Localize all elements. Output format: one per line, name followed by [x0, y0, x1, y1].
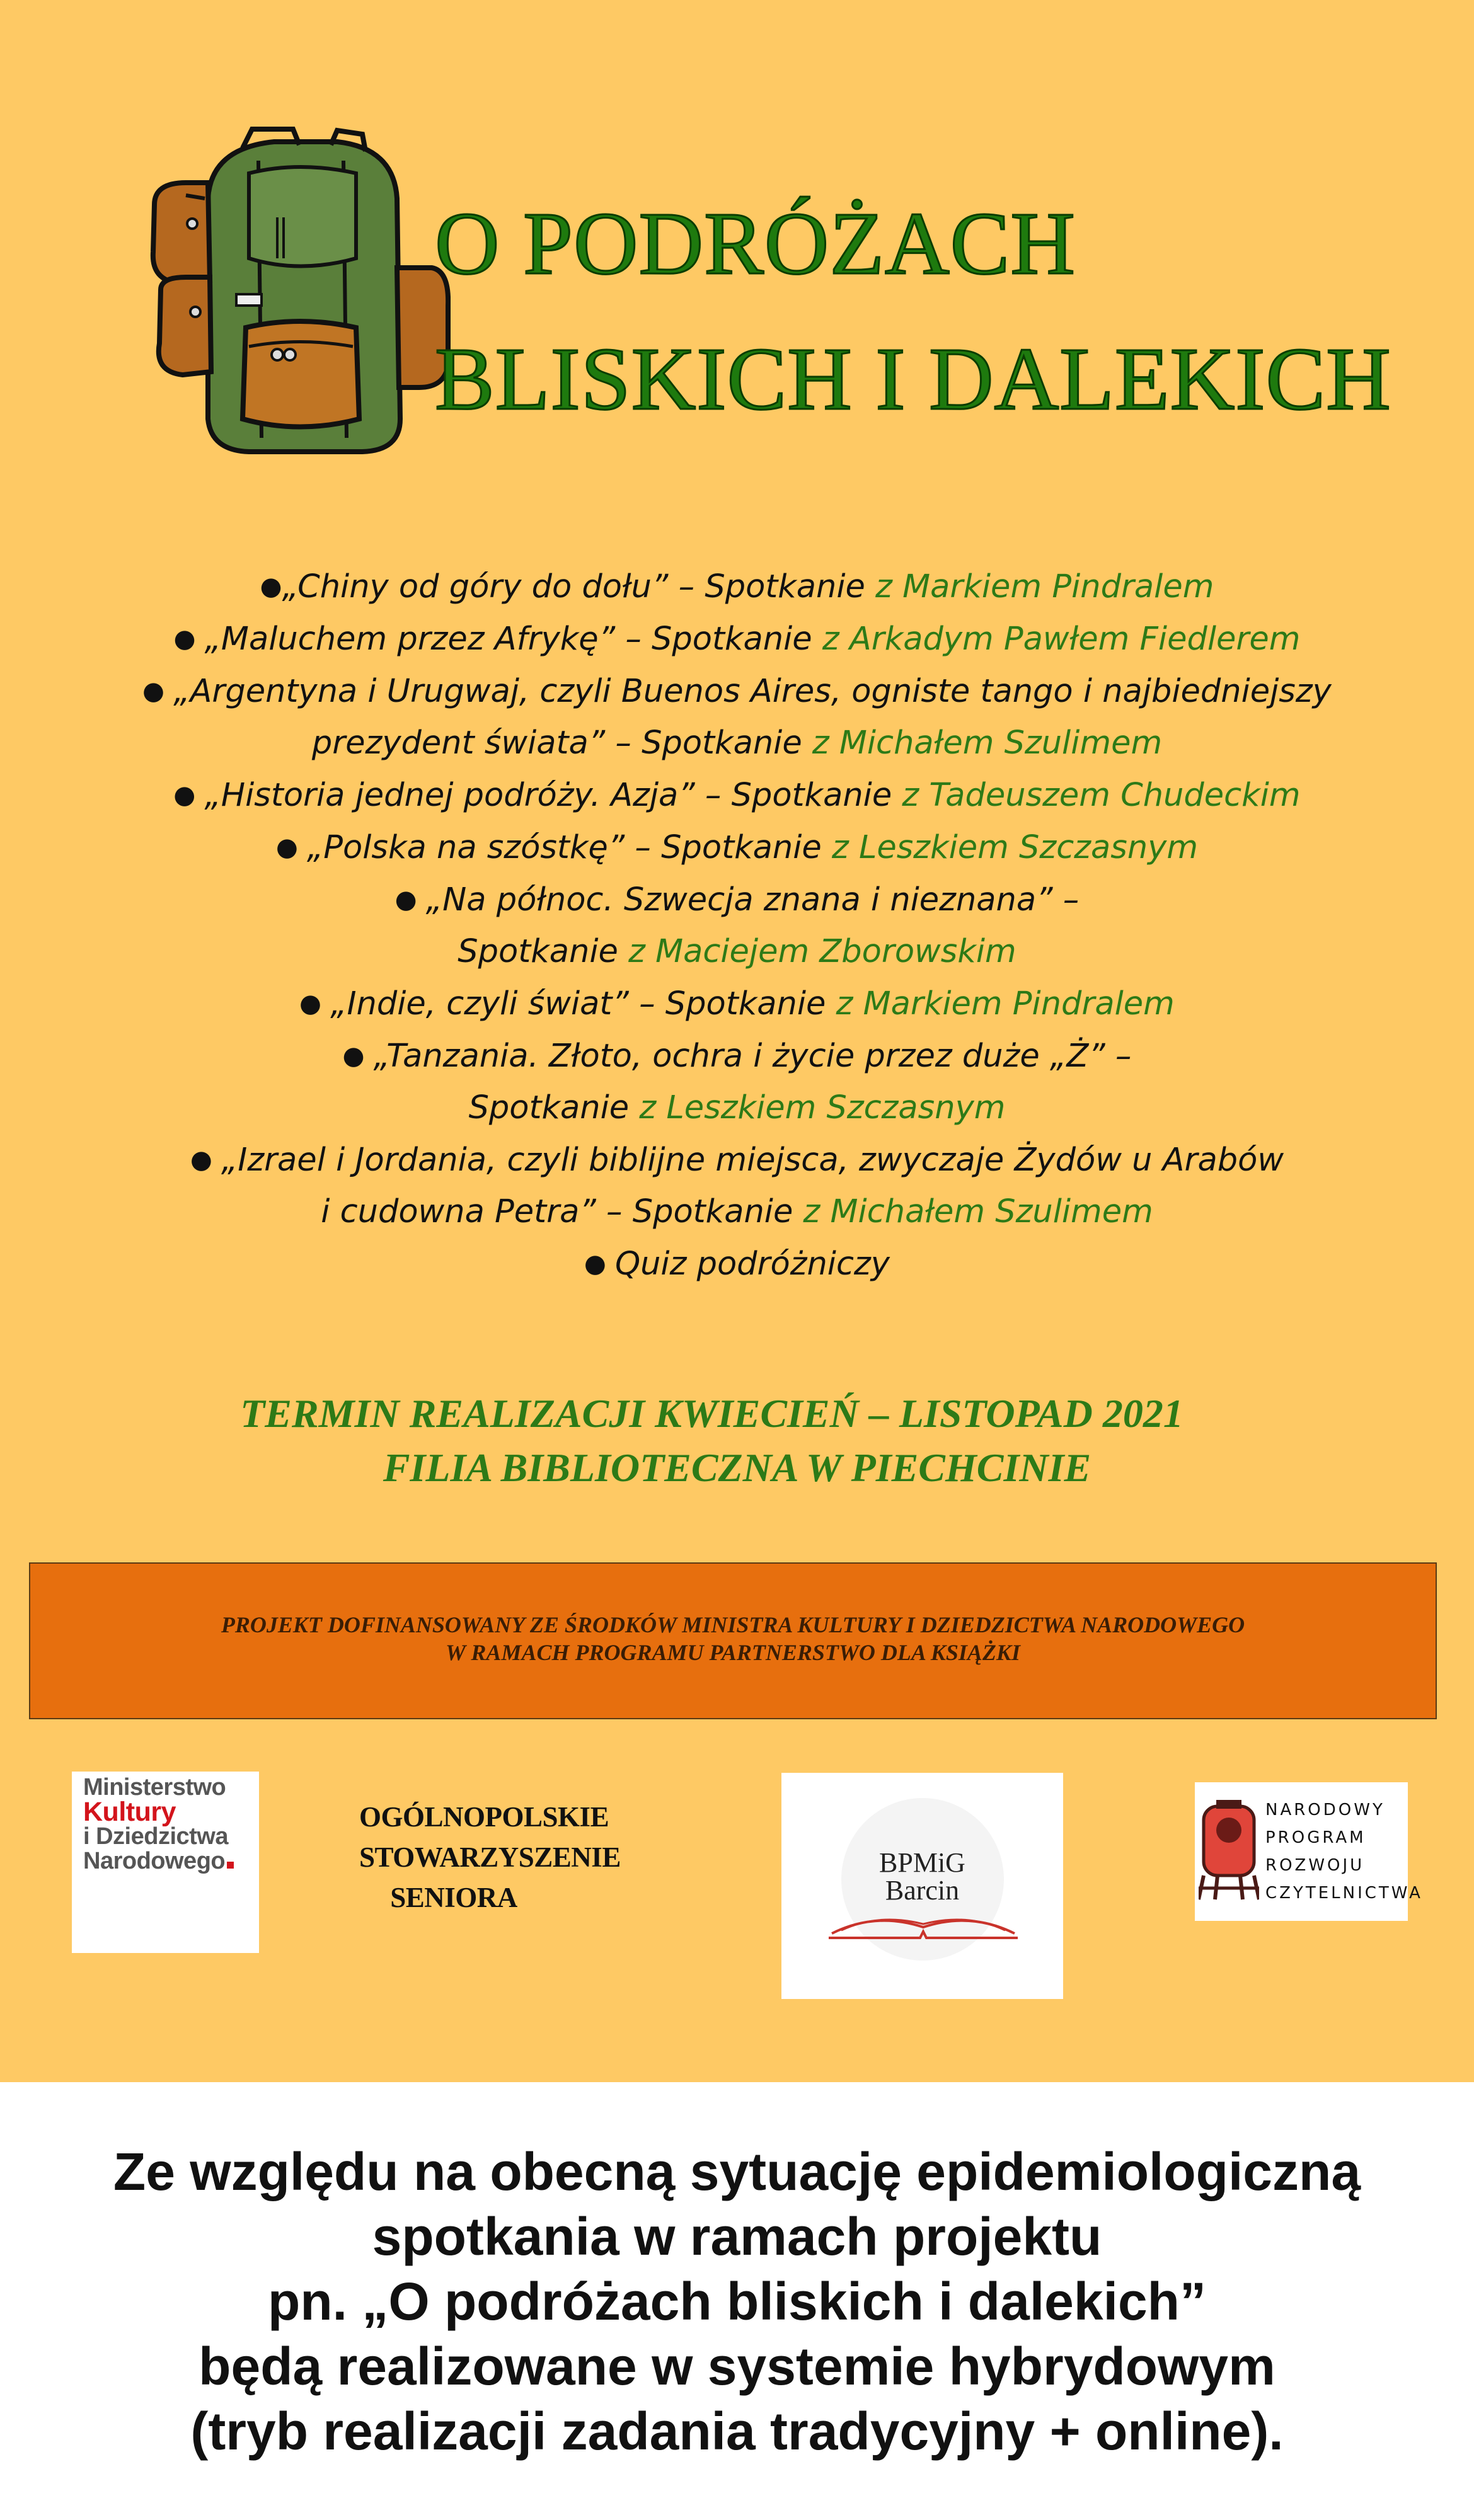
- event-speaker: z Maciejem Zborowskim: [628, 933, 1016, 970]
- mkidn-logo-line-3: i Dziedzictwa: [83, 1823, 228, 1850]
- event-speaker: z Leszkiem Szczasnym: [639, 1089, 1006, 1126]
- notice-line-3: pn. „O podróżach bliskich i dalekich”: [268, 2272, 1206, 2331]
- event-item-line: [76, 978, 1398, 1030]
- notice-line-5: (tryb realizacji zadania tradycyjny + online).: [190, 2402, 1284, 2461]
- mkidn-logo-line-2: Kultury: [83, 1797, 176, 1827]
- notice-line-4: będą realizowane w systemie hybrydowym: [199, 2337, 1275, 2396]
- event-title: „Argentyna i Urugwaj, czyli Buenos Aires, ogniste tango i najbiedniejszy: [173, 673, 1332, 710]
- bullet-icon: ●: [299, 989, 322, 1018]
- mkidn-logo-line-1: Ministerstwo: [83, 1774, 226, 1801]
- event-item-line: [76, 874, 1398, 926]
- nprc-logo-line-4: CZYTELNICTWA: [1265, 1884, 1423, 1903]
- bullet-icon: ●: [173, 624, 196, 653]
- bullet-icon: ●: [394, 885, 417, 914]
- event-item-line: [76, 665, 1398, 718]
- bpmig-logo: [781, 1773, 1063, 1999]
- bullet-icon: ●: [142, 677, 165, 706]
- event-title: i cudowna Petra” – Spotkanie: [321, 1193, 803, 1230]
- bpmig-logo-line-2: Barcin: [885, 1875, 960, 1906]
- termin-dates: TERMIN REALIZACJI KWIECIEŃ – LISTOPAD 2021: [240, 1391, 1183, 1436]
- open-book-icon: [826, 1899, 1021, 1943]
- bullet-icon: ●: [260, 572, 282, 601]
- backpack-icon: [148, 123, 451, 460]
- oss-logo-line-2: STOWARZYSZENIE: [359, 1841, 621, 1873]
- nprc-logo-line-1: NARODOWY: [1265, 1801, 1385, 1819]
- event-item-line: [76, 1030, 1398, 1082]
- event-speaker: z Michałem Szulimem: [803, 1193, 1153, 1230]
- funding-banner-line-1: PROJEKT DOFINANSOWANY ZE ŚRODKÓW MINISTRA KULTURY I DZIEDZICTWA NARODOWEGO: [221, 1612, 1245, 1637]
- event-title: „Indie, czyli świat” – Spotkanie: [330, 985, 836, 1022]
- train-icon: [1199, 1800, 1259, 1901]
- event-item-line: [76, 561, 1398, 613]
- title-line-2: BLISKICH I DALEKICH: [435, 329, 1391, 428]
- event-title: „Na północ. Szwecja znana i nieznana” –: [425, 881, 1080, 919]
- oss-logo-line-3: SENIORA: [390, 1882, 517, 1913]
- event-title: „Izrael i Jordania, czyli biblijne miejsca, zwyczaje Żydów u Arabów: [221, 1142, 1284, 1179]
- event-title: „Maluchem przez Afrykę” – Spotkanie: [204, 621, 822, 658]
- mkidn-logo-line-4: Narodowego: [83, 1848, 226, 1874]
- notice-line-2: spotkania w ramach projektu: [372, 2207, 1102, 2266]
- bullet-icon: ●: [584, 1249, 606, 1278]
- nprc-logo-line-3: ROZWOJU: [1265, 1856, 1365, 1875]
- bullet-icon: ●: [342, 1041, 365, 1070]
- event-title: prezydent świata” – Spotkanie: [311, 724, 812, 762]
- funding-banner: [29, 1562, 1437, 1719]
- event-item-line: [76, 822, 1398, 874]
- event-list: [76, 561, 1398, 1290]
- bullet-icon: ●: [173, 781, 196, 810]
- oss-logo: [359, 1797, 621, 1918]
- event-title: „Chiny od góry do dołu” – Spotkanie: [282, 568, 876, 605]
- event-speaker: z Tadeuszem Chudeckim: [902, 777, 1301, 814]
- event-title: Spotkanie: [458, 933, 629, 970]
- event-item-line: [76, 1186, 1398, 1238]
- bullet-icon: ●: [275, 833, 298, 862]
- event-item-line: [76, 769, 1398, 822]
- event-item-line: [76, 926, 1398, 978]
- nprc-logo: [1195, 1782, 1423, 1921]
- title-line-1: O PODRÓŻACH: [435, 193, 1076, 293]
- notice-line-1: Ze względu na obecną sytuację epidemiologiczną: [113, 2142, 1361, 2201]
- event-item-line: [76, 1134, 1398, 1186]
- event-speaker: z Arkadym Pawłem Fiedlerem: [822, 621, 1301, 658]
- event-title: „Polska na szóstkę” – Spotkanie: [306, 829, 832, 866]
- event-item-line: [76, 1238, 1398, 1290]
- mkidn-logo: [72, 1772, 259, 1953]
- bpmig-logo-line-1: BPMiG: [879, 1847, 965, 1878]
- event-speaker: z Markiem Pindralem: [875, 568, 1214, 605]
- oss-logo-line-1: OGÓLNOPOLSKIE: [359, 1801, 609, 1833]
- nprc-logo-line-2: PROGRAM: [1265, 1828, 1366, 1847]
- event-title: „Tanzania. Złoto, ochra i życie przez duże „Ż” –: [373, 1038, 1132, 1075]
- event-speaker: z Michałem Szulimem: [812, 724, 1163, 762]
- event-speaker: z Leszkiem Szczasnym: [831, 829, 1199, 866]
- event-item-line: [76, 613, 1398, 665]
- event-item-line: [76, 1082, 1398, 1134]
- event-speaker: z Markiem Pindralem: [836, 985, 1175, 1022]
- event-item-line: [76, 718, 1398, 769]
- funding-banner-line-2: W RAMACH PROGRAMU PARTNERSTWO DLA KSIĄŻKI: [446, 1640, 1020, 1665]
- epidemic-notice: [0, 2139, 1474, 2464]
- event-title: Quiz podróżniczy: [614, 1246, 890, 1283]
- bullet-icon: ●: [190, 1145, 212, 1174]
- event-title: Spotkanie: [468, 1089, 640, 1126]
- red-dot-icon: [227, 1862, 234, 1869]
- termin-location: FILIA BIBLIOTECZNA W PIECHCINIE: [383, 1445, 1091, 1490]
- event-title: „Historia jednej podróży. Azja” – Spotkanie: [204, 777, 902, 814]
